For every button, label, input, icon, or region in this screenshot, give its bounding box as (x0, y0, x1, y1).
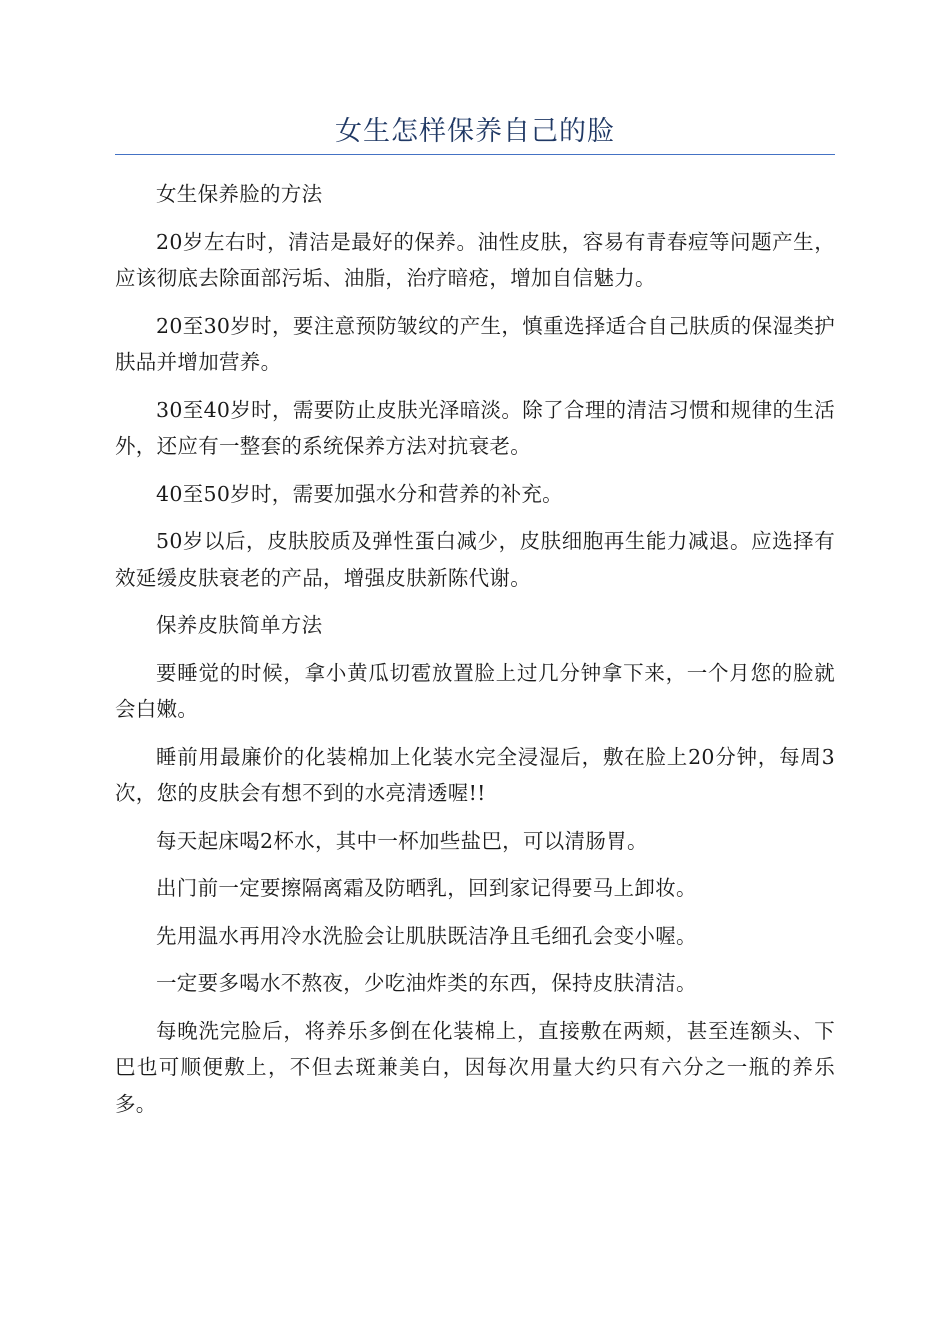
section-heading-simple-skin-care: 保养皮肤简单方法 (156, 613, 323, 637)
page-title: 女生怎样保养自己的脸 (335, 116, 615, 147)
paragraph-age-30-40: 30至40岁时，需要防止皮肤光泽暗淡。除了合理的清洁习惯和规律的生活外，还应有一整套的系统保养方法对抗衰老。 (115, 397, 835, 458)
title-underline (115, 154, 835, 155)
paragraph-age-50-plus: 50岁以后，皮肤胶质及弹性蛋白减少，皮肤细胞再生能力减退。应选择有效延缓皮肤衰老的产品，增强皮肤新陈代谢。 (115, 529, 835, 590)
paragraph-age-20: 20岁左右时，清洁是最好的保养。油性皮肤，容易有青春痘等问题产生，应该彻底去除面部污垢、油脂，治疗暗疮，增加自信魅力。 (115, 229, 835, 290)
paragraph-age-40-50: 40至50岁时，需要加强水分和营养的补充。 (156, 481, 563, 506)
paragraph-wash-tip: 先用温水再用冷水洗脸会让肌肤既洁净且毛细孔会变小喔。 (156, 923, 697, 948)
paragraph-cotton-pad-tip: 睡前用最廉价的化装棉加上化装水完全浸湿后，敷在脸上20分钟，每周3次，您的皮肤会有想不到的水亮清透喔!! (115, 744, 835, 805)
paragraph-cucumber-tip: 要睡觉的时候，拿小黄瓜切雹放置脸上过几分钟拿下来，一个月您的脸就会白嫩。 (115, 660, 835, 721)
section-heading-face-care-methods: 女生保养脸的方法 (156, 182, 323, 206)
paragraph-sunscreen-tip: 出门前一定要擦隔离霜及防晒乳，回到家记得要马上卸妆。 (156, 876, 697, 900)
paragraph-age-20-30: 20至30岁时，要注意预防皱纹的产生，慎重选择适合自己肤质的保湿类护肤品并增加营养。 (115, 313, 835, 374)
document-body (115, 176, 835, 1133)
paragraph-water-tip: 每天起床喝2杯水，其中一杯加些盐巴，可以清肠胃。 (156, 828, 648, 853)
paragraph-hydration-tip: 一定要多喝水不熬夜，少吃油炸类的东西，保持皮肤清洁。 (156, 971, 697, 995)
paragraph-yakult-tip: 每晚洗完脸后，将养乐多倒在化装棉上，直接敷在两颊，甚至连额头、下巴也可顺便敷上，不但去斑兼美白，因每次用量大约只有六分之一瓶的养乐多。 (115, 1018, 835, 1116)
